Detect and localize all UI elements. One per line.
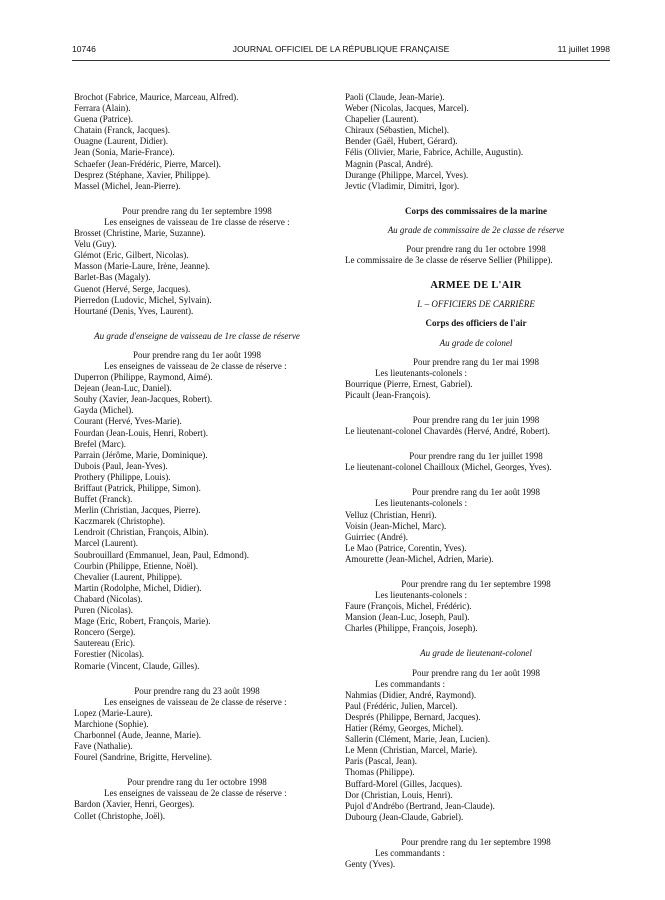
list-item: Bender (Gaël, Hubert, Gérard). xyxy=(345,136,458,147)
list-item: Roncero (Serge). xyxy=(74,627,136,638)
list-item: Buffet (Franck). xyxy=(74,494,133,505)
name-list xyxy=(74,708,320,763)
list-item: Amourette (Jean-Michel, Adrien, Marie). xyxy=(345,553,494,564)
list-item: Gayda (Michel). xyxy=(74,405,134,416)
corps-heading: Corps des officiers de l'air xyxy=(425,318,527,329)
list-item: Guenot (Hervé, Serge, Jacques). xyxy=(74,283,191,294)
list-item: Genty (Yves). xyxy=(345,859,396,870)
list-item: Prothery (Philippe, Louis). xyxy=(74,471,171,482)
list-item: Velu (Guy). xyxy=(74,239,117,250)
section-heading: Pour prendre rang du 1er août 1998 xyxy=(412,667,540,678)
list-item: Chevalier (Laurent, Philippe). xyxy=(74,571,182,582)
grade-heading: Au grade de commissaire de 2e classe de réserve xyxy=(387,224,565,235)
list-item: Jean (Sonia, Marie-France). xyxy=(74,147,175,158)
list-item: Sautereau (Eric). xyxy=(74,638,135,649)
list-item: Chapelier (Laurent). xyxy=(345,114,419,125)
section-heading: Pour prendre rang du 1er juin 1998 xyxy=(412,414,540,425)
list-item: Paul (Frédéric, Julien, Marcel). xyxy=(345,700,458,711)
list-item: Desprez (Stéphane, Xavier, Philippe). xyxy=(74,169,211,180)
section-heading: Pour prendre rang du 1er août 1998 xyxy=(412,487,540,498)
section-intro: Les enseignes de vaisseau de 2e classe de réserve : xyxy=(104,696,287,707)
list-item: Dor (Christian, Louis, Henri). xyxy=(345,789,453,800)
list-item: Fourel (Sandrine, Brigitte, Herveline). xyxy=(74,752,212,763)
list-item: Picault (Jean-François). xyxy=(345,389,431,400)
list-item: Martin (Rodolphe, Michel, Didier). xyxy=(74,582,202,593)
list-item: Jevtic (Vladimir, Dimitri, Igor). xyxy=(345,180,460,191)
section-intro: Les lieutenants-colonels : xyxy=(375,367,467,378)
page-number: 10746 xyxy=(72,44,96,54)
list-item: Magnin (Pascal, André). xyxy=(345,158,433,169)
name-list xyxy=(345,379,607,401)
section-text: Le commissaire de 3e classe de réserve Sellier (Philippe). xyxy=(345,255,553,266)
list-item: Romarie (Vincent, Claude, Gilles). xyxy=(74,660,200,671)
section-intro: Les enseignes de vaisseau de 1re classe de réserve : xyxy=(104,216,290,227)
list-item: Brochot (Fabrice, Maurice, Marceau, Alfred). xyxy=(74,92,239,102)
list-item: Guirriec (André). xyxy=(345,531,408,542)
list-item: Nahmias (Didier, André, Raymond). xyxy=(345,689,477,700)
page-header xyxy=(72,44,610,60)
section-intro: Les lieutenants-colonels : xyxy=(375,498,467,509)
grade-heading: Au grade de colonel xyxy=(439,337,513,348)
list-item: Paris (Pascal, Jean). xyxy=(345,756,417,767)
list-item: Dejean (Jean-Luc, Daniel). xyxy=(74,383,172,394)
list-item: Weber (Nicolas, Jacques, Marcel). xyxy=(345,103,469,114)
list-item: Bardon (Xavier, Henri, Georges). xyxy=(74,799,195,810)
right-column xyxy=(345,92,607,870)
list-item: Courant (Hervé, Yves-Marie). xyxy=(74,416,182,427)
section-heading: Pour prendre rang du 1er octobre 1998 xyxy=(127,777,267,788)
name-list xyxy=(345,510,607,565)
list-item: Le Mao (Patrice, Corentin, Yves). xyxy=(345,542,467,553)
list-item: Chatain (Franck, Jacques). xyxy=(74,125,170,136)
section-intro: Les enseignes de vaisseau de 2e classe de réserve : xyxy=(104,360,287,371)
list-item: Marcel (Laurent). xyxy=(74,538,138,549)
section-heading: Pour prendre rang du 1er septembre 1998 xyxy=(401,579,551,589)
section-heading: Pour prendre rang du 1er octobre 1998 xyxy=(406,244,546,255)
corps-heading: Corps des commissaires de la marine xyxy=(404,205,548,216)
list-item: Mansion (Jean-Luc, Joseph, Paul). xyxy=(345,612,470,623)
section-text: Le lieutenant-colonel Chavardès (Hervé, André, Robert). xyxy=(345,426,550,437)
list-item: Chabard (Nicolas). xyxy=(74,593,143,604)
list-item: Le Menn (Christian, Marcel, Marie). xyxy=(345,745,478,756)
section-heading: Pour prendre rang du 1er mai 1998 xyxy=(413,356,539,367)
list-item: Bourrique (Pierre, Ernest, Gabriel). xyxy=(345,378,473,389)
list-item: Hourtané (Denis, Yves, Laurent). xyxy=(74,305,194,316)
list-item: Lopez (Marie-Laure). xyxy=(74,707,153,718)
list-item: Mage (Eric, Robert, François, Marie). xyxy=(74,616,211,627)
section-intro: Les lieutenants-colonels : xyxy=(375,590,467,601)
list-item: Merlin (Christian, Jacques, Pierre). xyxy=(74,505,201,516)
list-item: Després (Philippe, Bernard, Jacques). xyxy=(345,711,481,722)
officiers-heading: I. – OFFICIERS DE CARRIÈRE xyxy=(417,299,535,310)
name-list xyxy=(345,92,607,192)
list-item: Marchione (Sophie). xyxy=(74,718,149,729)
list-item: Sallerin (Clément, Marie, Jean, Lucien). xyxy=(345,734,490,745)
section-intro: Les enseignes de vaisseau de 2e classe de réserve : xyxy=(104,788,287,799)
list-item: Courbin (Philippe, Etienne, Noël). xyxy=(74,560,198,571)
grade-heading: Au grade d'enseigne de vaisseau de 1re classe de réserve xyxy=(94,330,300,341)
list-item: Lendroit (Christian, François, Albin). xyxy=(74,527,209,538)
name-list xyxy=(74,372,320,672)
list-item: Brosset (Christine, Marie, Suzanne). xyxy=(74,228,206,239)
list-item: Charbonnel (Aude, Jeanne, Marie). xyxy=(74,729,201,740)
section-heading: Pour prendre rang du 1er juillet 1998 xyxy=(409,451,543,462)
list-item: Pujol d'Andrébo (Bertrand, Jean-Claude). xyxy=(345,800,495,811)
name-list xyxy=(74,92,320,192)
armee-heading: ARMÉE DE L'AIR xyxy=(430,280,522,292)
section-heading: Pour prendre rang du 1er septembre 1998 xyxy=(401,836,551,847)
list-item: Ferrara (Alain). xyxy=(74,103,131,114)
section-heading: Pour prendre rang du 1er août 1998 xyxy=(133,349,261,360)
list-item: Forestier (Nicolas). xyxy=(74,649,144,660)
name-list xyxy=(74,228,320,317)
list-item: Barlet-Bas (Magaly). xyxy=(74,272,151,283)
name-list xyxy=(345,690,607,823)
list-item: Dubourg (Jean-Claude, Gabriel). xyxy=(345,811,464,822)
left-column xyxy=(74,92,320,822)
list-item: Soubrouillard (Emmanuel, Jean, Paul, Edmond). xyxy=(74,549,249,560)
list-item: Buffard-Morel (Gilles, Jacques). xyxy=(345,778,463,789)
section-text: Le lieutenant-colonel Chailloux (Michel, Georges, Yves). xyxy=(345,462,552,473)
list-item: Charles (Philippe, François, Joseph). xyxy=(345,623,478,634)
list-item: Velluz (Christian, Henri). xyxy=(345,509,437,520)
section-heading: Pour prendre rang du 23 août 1998 xyxy=(134,685,260,696)
list-item: Ouagne (Laurent, Didier). xyxy=(74,136,168,147)
list-item: Chiraux (Sébastien, Michel). xyxy=(345,125,449,136)
list-item: Puren (Nicolas). xyxy=(74,605,133,616)
list-item: Parrain (Jérôme, Marie, Dominique). xyxy=(74,449,208,460)
list-item: Souhy (Xavier, Jean-Jacques, Robert). xyxy=(74,394,213,405)
list-item: Masson (Marie-Laure, Irène, Jeanne). xyxy=(74,261,210,272)
journal-title: JOURNAL OFFICIEL DE LA RÉPUBLIQUE FRANÇAISE xyxy=(232,44,450,54)
list-item: Pierredon (Ludovic, Michel, Sylvain). xyxy=(74,294,212,305)
list-item: Collet (Christophe, Joël). xyxy=(74,810,165,821)
list-item: Massel (Michel, Jean-Pierre). xyxy=(74,180,181,191)
list-item: Guena (Patrice). xyxy=(74,114,133,125)
list-item: Thomas (Philippe). xyxy=(345,767,415,778)
name-list xyxy=(345,859,607,870)
header-rule xyxy=(72,60,610,61)
section-heading: Pour prendre rang du 1er septembre 1998 xyxy=(122,205,272,216)
list-item: Fave (Nathalie). xyxy=(74,741,133,752)
grade-heading: Au grade de lieutenant-colonel xyxy=(420,648,532,659)
list-item: Briffaut (Patrick, Philippe, Simon). xyxy=(74,483,201,493)
section-intro: Les commandants : xyxy=(375,847,445,858)
list-item: Kaczmarek (Christophe). xyxy=(74,516,165,527)
list-item: Hatier (Rémy, Georges, Michel). xyxy=(345,723,464,734)
list-item: Fourdan (Jean-Louis, Henri, Robert). xyxy=(74,427,208,438)
section-intro: Les commandants : xyxy=(375,678,445,689)
list-item: Brefel (Marc). xyxy=(74,438,126,449)
name-list xyxy=(345,601,607,634)
list-item: Dubois (Paul, Jean-Yves). xyxy=(74,460,168,471)
list-item: Voisin (Jean-Michel, Marc). xyxy=(345,520,447,531)
list-item: Paoli (Claude, Jean-Marie). xyxy=(345,92,445,102)
list-item: Faure (François, Michel, Frédéric). xyxy=(345,601,472,612)
list-item: Durange (Philippe, Marcel, Yves). xyxy=(345,169,469,180)
name-list xyxy=(74,799,320,821)
list-item: Schaefer (Jean-Frédéric, Pierre, Marcel). xyxy=(74,158,221,169)
list-item: Félis (Olivier, Marie, Fabrice, Achille, Augustin). xyxy=(345,147,524,158)
list-item: Glémot (Eric, Gilbert, Nicolas). xyxy=(74,250,189,261)
list-item: Duperron (Philippe, Raymond, Aimé). xyxy=(74,372,213,383)
issue-date: 11 juillet 1998 xyxy=(557,44,610,54)
